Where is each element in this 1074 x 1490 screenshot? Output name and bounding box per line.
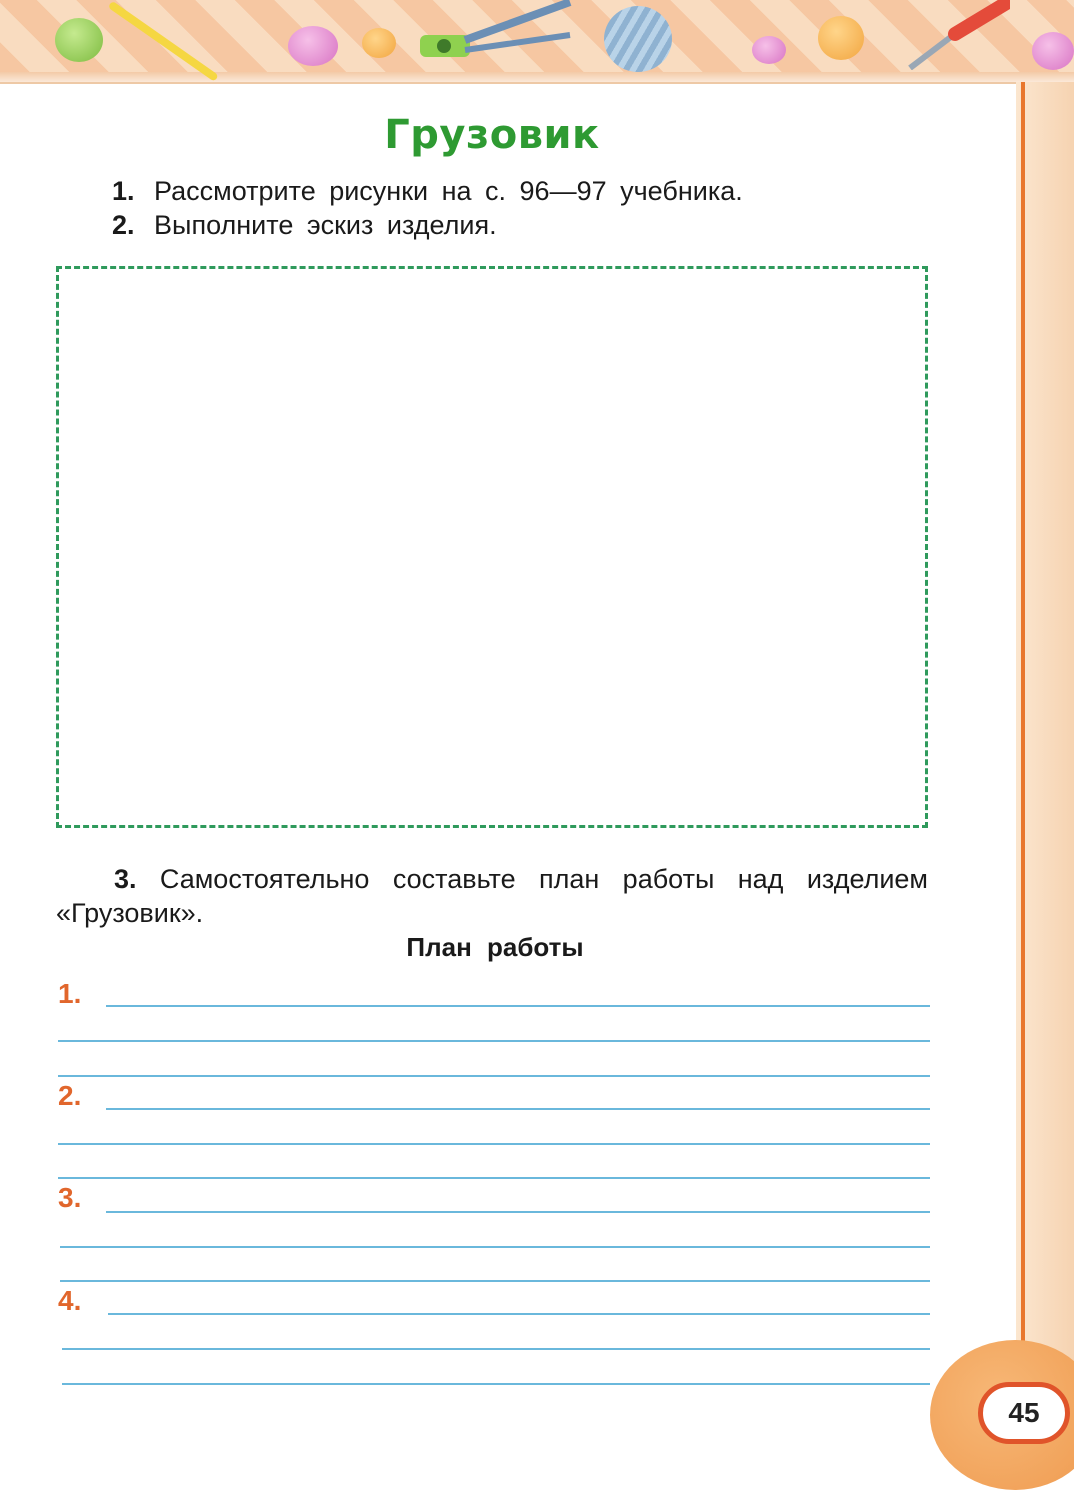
plan-title: План работы bbox=[406, 932, 584, 962]
crochet-hook-icon bbox=[108, 1, 219, 82]
writing-line-4a[interactable] bbox=[108, 1313, 930, 1315]
instruction-text: Выполните эскиз изделия. bbox=[154, 210, 497, 240]
instruction-number: 1. bbox=[112, 176, 135, 206]
writing-line-4c[interactable] bbox=[62, 1383, 930, 1385]
instruction-number: 2. bbox=[112, 210, 135, 240]
writing-line-1c[interactable] bbox=[58, 1075, 930, 1077]
writing-line-1b[interactable] bbox=[58, 1040, 930, 1042]
edge-pink-button-icon bbox=[1032, 32, 1074, 70]
plan-item-number-4: 4. bbox=[58, 1285, 82, 1316]
plan-item-number-1: 1. bbox=[58, 978, 82, 1009]
instruction-text: Рассмотрите рисунки на с. 96—97 учебника. bbox=[154, 176, 743, 206]
writing-line-2b[interactable] bbox=[58, 1143, 930, 1145]
task-text: Самостоятельно составьте план работы над изделием «Грузовик». bbox=[56, 864, 928, 928]
compass-icon bbox=[420, 0, 580, 70]
writing-line-3a[interactable] bbox=[106, 1211, 930, 1213]
big-orange-button-icon bbox=[818, 16, 864, 60]
small-pink-button-icon bbox=[752, 36, 786, 64]
writing-line-2c[interactable] bbox=[58, 1177, 930, 1179]
instruction-2 bbox=[112, 210, 497, 241]
margin-line bbox=[1021, 82, 1025, 1382]
writing-line-1a[interactable] bbox=[106, 1005, 930, 1007]
green-button-icon bbox=[55, 18, 103, 62]
orange-button-icon bbox=[362, 28, 396, 58]
craft-knife-icon bbox=[900, 0, 1010, 70]
writing-line-3b[interactable] bbox=[60, 1246, 930, 1248]
pink-button-icon bbox=[288, 26, 338, 66]
page-number: 45 bbox=[978, 1382, 1070, 1444]
writing-line-2a[interactable] bbox=[106, 1108, 930, 1110]
task-number: 3. bbox=[114, 864, 137, 894]
header-shade bbox=[0, 72, 1074, 82]
yarn-ball-icon bbox=[604, 6, 672, 72]
plan-item-number-2: 2. bbox=[58, 1080, 82, 1111]
instruction-1 bbox=[112, 176, 743, 207]
header-decoration bbox=[0, 0, 1074, 84]
page-title: Грузовик bbox=[384, 112, 600, 158]
writing-line-4b[interactable] bbox=[62, 1348, 930, 1350]
writing-line-3c[interactable] bbox=[60, 1280, 930, 1282]
sketch-area[interactable] bbox=[56, 266, 928, 828]
plan-item-number-3: 3. bbox=[58, 1182, 82, 1213]
task-3-paragraph bbox=[56, 862, 928, 930]
